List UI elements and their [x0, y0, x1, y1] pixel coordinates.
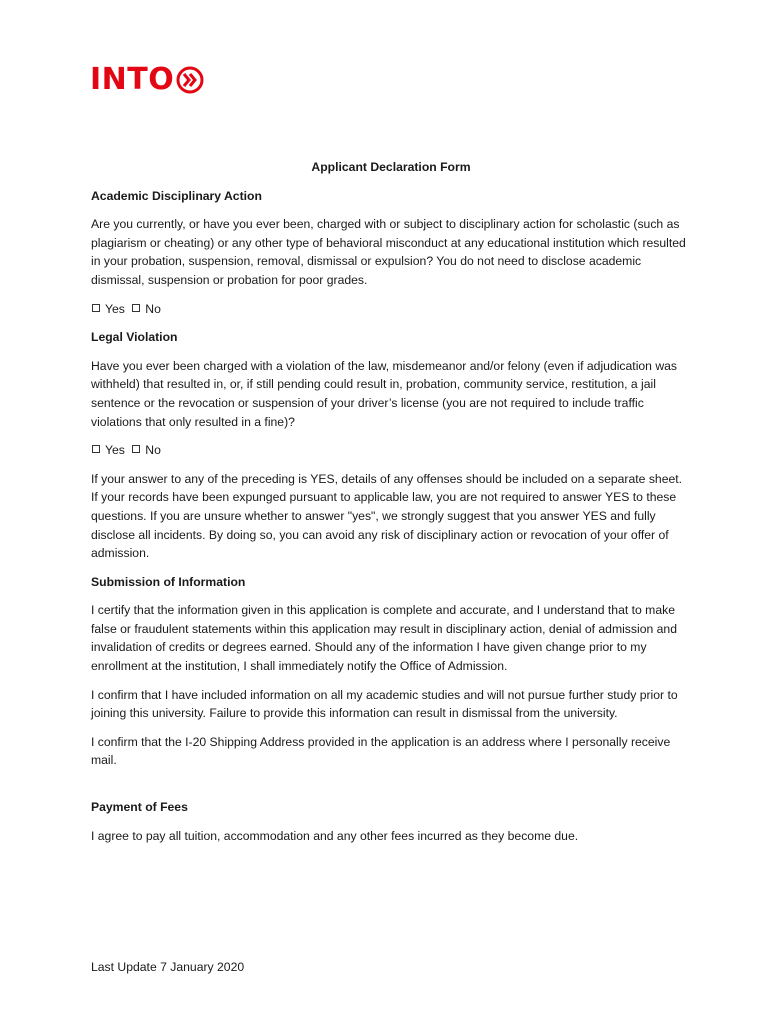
- legal-yes-checkbox[interactable]: [92, 445, 100, 453]
- legal-yes-label: Yes: [105, 443, 125, 458]
- academic-no-checkbox[interactable]: [132, 304, 140, 312]
- submission-certify-paragraph: I certify that the information given in this application is complete and accurate, and I understand that to make false or fraudulent statements within this application may result in disciplinary action, denial of admission and invalidation of credits or degrees earned. Should any of the information I have given change prior to my enrollment at the institution, I shall immediately notify the Office of Admission.: [91, 603, 677, 674]
- details-note: If your answer to any of the preceding is YES, details of any offenses should be included on a separate sheet. If your records have been expunged pursuant to applicable law, you are not required to answer YES to these questions. If you are unsure whether to answer "yes", we strongly suggest that you answer YES and fully disclose all incidents. By doing so, you can avoid any risk of disciplinary action or revocation of your offer of admission.: [91, 471, 683, 561]
- fees-text: I agree to pay all tuition, accommodation and any other fees incurred as they become due.: [91, 828, 579, 843]
- legal-no-checkbox[interactable]: [132, 445, 140, 453]
- last-update-footer: Last Update 7 January 2020: [91, 960, 245, 974]
- academic-no-label: No: [145, 301, 161, 316]
- into-logo: [90, 64, 204, 96]
- legal-heading: Legal Violation: [91, 330, 178, 345]
- logo-wordmark: INTO: [90, 62, 175, 97]
- submission-studies-paragraph: I confirm that I have included information on all my academic studies and will not pursue further study prior to joining this university. Failure to provide this information can result in dismissal from the university.: [91, 687, 678, 721]
- academic-question: Are you currently, or have you ever been, charged with or subject to disciplinary action for scholastic (such as plagiarism or cheating) or any other type of behavioral misconduct at any educational institution which resulted in your probation, suspension, removal, dismissal or expulsion? You do not need to disclose academic dismissal, suspension or probation for poor grades.: [91, 217, 686, 287]
- form-title: Applicant Declaration Form: [311, 160, 471, 174]
- submission-heading: Submission of Information: [91, 574, 246, 589]
- submission-address-paragraph: I confirm that the I-20 Shipping Address provided in the application is an address where I personally receive mail.: [91, 734, 671, 768]
- academic-yes-checkbox[interactable]: [92, 304, 100, 312]
- fees-heading: Payment of Fees: [91, 800, 188, 815]
- legal-no-label: No: [145, 443, 161, 458]
- declaration-document: [91, 158, 691, 855]
- academic-yes-label: Yes: [105, 301, 125, 316]
- academic-heading: Academic Disciplinary Action: [91, 188, 262, 203]
- double-chevron-right-icon: [176, 66, 204, 94]
- academic-choice-group: [91, 300, 691, 319]
- legal-choice-group: [91, 441, 691, 460]
- legal-question: Have you ever been charged with a violation of the law, misdemeanor and/or felony (even if adjudication was withheld) that resulted in, or, if still pending could result in, probation, community service, restitution, a jail sentence or the revocation or suspension of your driver’s license (you are not required to include traffic violations that only resulted in a fine)?: [91, 358, 678, 429]
- section-spacer: [91, 780, 691, 798]
